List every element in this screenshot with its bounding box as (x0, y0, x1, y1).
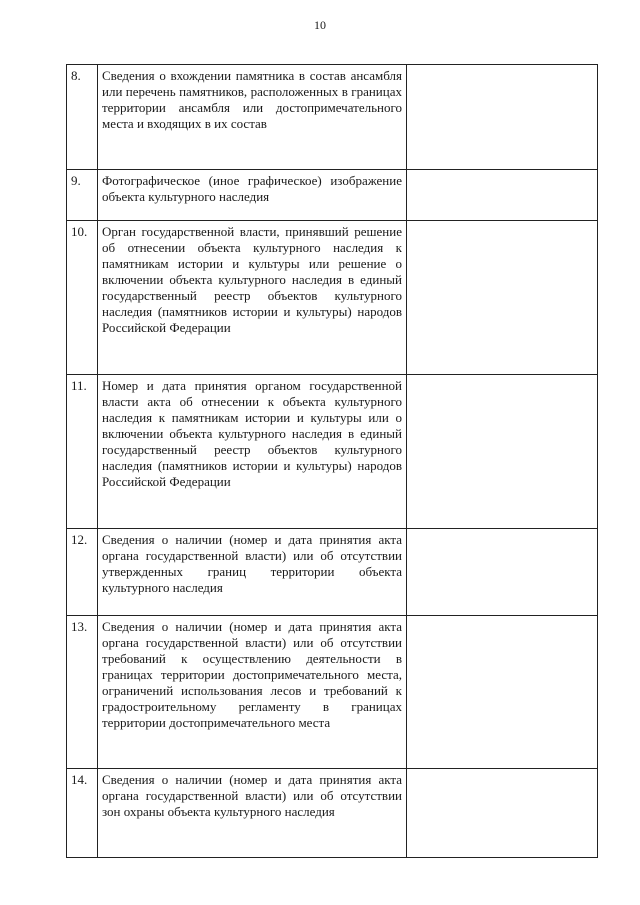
row-description: Сведения о наличии (номер и дата принятия акта органа государственной власти) или об отсутствии требований к осуществлению деятельности в границах территории достопримечательного места, ограничений использования лесов и требований к градостроительному регламенту в границах территории достопримечательного места (98, 616, 407, 769)
table-row (67, 769, 598, 858)
row-value-cell (407, 221, 598, 375)
row-number: 14. (67, 769, 98, 858)
row-value-cell (407, 65, 598, 170)
table-row (67, 375, 598, 529)
row-description: Орган государственной власти, принявший решение об отнесении объекта культурного наследия к памятникам истории и культуры или решение о включении объекта культурного наследия в единый государственный реестр объектов культурного наследия (памятников истории и культуры) народов Российской Федерации (98, 221, 407, 375)
row-value-cell (407, 769, 598, 858)
row-description: Сведения о наличии (номер и дата принятия акта органа государственной власти) или об отсутствии зон охраны объекта культурного наследия (98, 769, 407, 858)
row-number: 13. (67, 616, 98, 769)
row-number: 9. (67, 170, 98, 221)
row-number: 10. (67, 221, 98, 375)
row-number: 12. (67, 529, 98, 616)
table-row (67, 65, 598, 170)
page-number: 10 (314, 18, 326, 32)
heritage-info-table (66, 64, 598, 858)
table-row (67, 170, 598, 221)
row-value-cell (407, 616, 598, 769)
row-number: 11. (67, 375, 98, 529)
row-description: Сведения о наличии (номер и дата принятия акта органа государственной власти) или об отсутствии утвержденных границ территории объекта культурного наследия (98, 529, 407, 616)
table-row (67, 529, 598, 616)
table-row (67, 616, 598, 769)
table-row (67, 221, 598, 375)
row-description: Номер и дата принятия органом государственной власти акта об отнесении к объекта культурного наследия к памятникам истории и культуры или о включении объекта культурного наследия в единый государственный реестр объектов культурного наследия (памятников истории и культуры) народов Российской Федерации (98, 375, 407, 529)
row-value-cell (407, 375, 598, 529)
row-description: Фотографическое (иное графическое) изображение объекта культурного наследия (98, 170, 407, 221)
row-description: Сведения о вхождении памятника в состав ансамбля или перечень памятников, расположенных в границах территории ансамбля или достопримечательного места и входящих в их состав (98, 65, 407, 170)
row-value-cell (407, 170, 598, 221)
row-number: 8. (67, 65, 98, 170)
row-value-cell (407, 529, 598, 616)
